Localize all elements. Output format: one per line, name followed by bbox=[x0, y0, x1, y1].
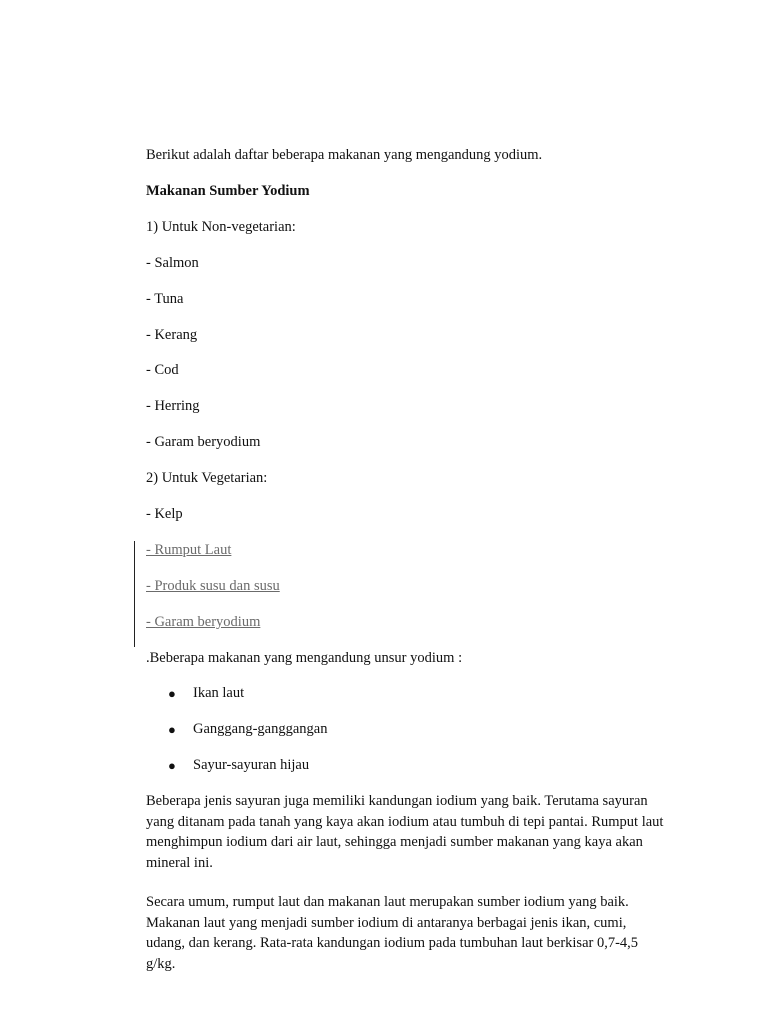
list-item: - Kerang bbox=[146, 327, 198, 343]
paragraph: Beberapa jenis sayuran juga memiliki kandungan iodium yang baik. Terutama sayuran yang ditanam pada tanah yang kaya akan iodium atau tumbuh di tepi pantai. Rumput laut menghimpun iodium dari air laut, sehingga menjadi sumber makanan yang kaya akan mineral ini. bbox=[146, 793, 664, 871]
bullet-icon: ● bbox=[168, 758, 176, 773]
list-item: - Cod bbox=[146, 362, 179, 378]
paragraph: Secara umum, rumput laut dan makanan laut merupakan sumber iodium yang baik. Makanan laut yang menjadi sumber iodium di antaranya berbagai jenis ikan, cumi, udang, dan kerang. Rata-rata kandungan iodium pada tumbuhan laut berkisar 0,7-4,5 g/kg. bbox=[146, 894, 639, 972]
bullet-item: Ganggang-ganggangan bbox=[193, 721, 328, 737]
list-item: - Herring bbox=[146, 398, 200, 414]
section-heading: Makanan Sumber Yodium bbox=[146, 183, 310, 199]
tracked-list-item: - Rumput Laut bbox=[146, 542, 232, 558]
intro-text: Berikut adalah daftar beberapa makanan yang mengandung yodium. bbox=[146, 147, 543, 163]
bullet-item: Sayur-sayuran hijau bbox=[193, 757, 310, 773]
section2-title: 2) Untuk Vegetarian: bbox=[146, 470, 268, 486]
list-item: - Kelp bbox=[146, 506, 183, 522]
list-item: - Garam beryodium bbox=[146, 434, 261, 450]
bullet-item: Ikan laut bbox=[193, 685, 245, 701]
list-item: - Tuna bbox=[146, 291, 184, 307]
tracked-list-item: - Produk susu dan susu bbox=[146, 578, 280, 594]
bullets-intro: .Beberapa makanan yang mengandung unsur yodium : bbox=[146, 650, 463, 666]
list-item: - Salmon bbox=[146, 255, 199, 271]
bullet-icon: ● bbox=[168, 686, 176, 701]
section1-title: 1) Untuk Non-vegetarian: bbox=[146, 219, 296, 235]
tracked-change-bar bbox=[134, 541, 135, 647]
tracked-list-item: - Garam beryodium bbox=[146, 614, 261, 630]
bullet-icon: ● bbox=[168, 722, 176, 737]
